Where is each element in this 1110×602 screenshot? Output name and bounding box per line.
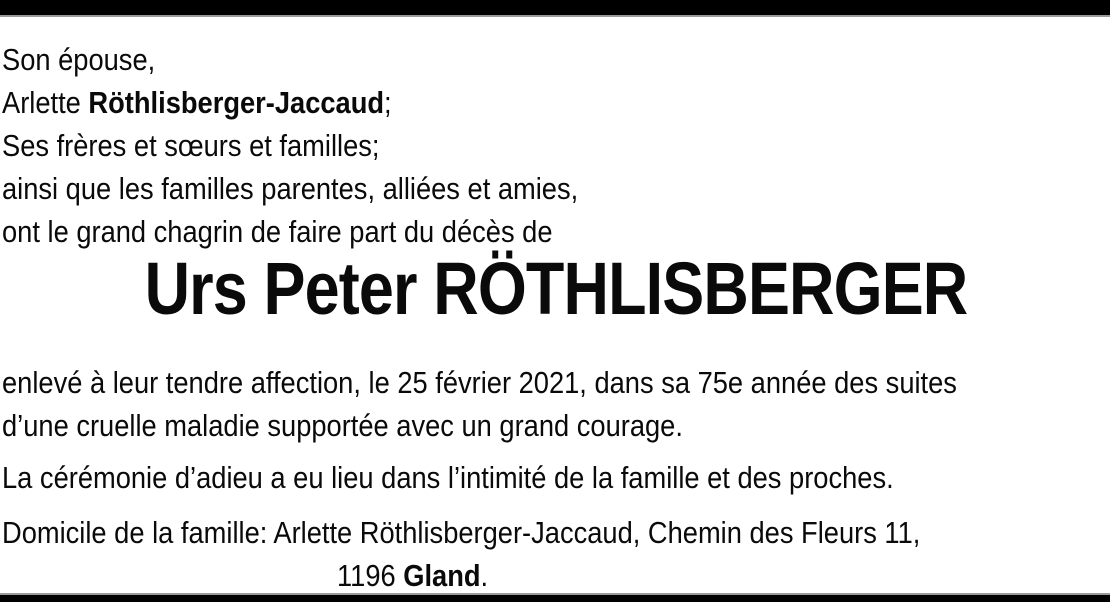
death-paragraph bbox=[2, 361, 1110, 447]
ceremony-paragraph-line: La cérémonie d’adieu a eu lieu dans l’intimité de la famille et des proches. bbox=[2, 460, 894, 495]
death-paragraph-line-2: d’une cruelle maladie supportée avec un grand courage. bbox=[2, 408, 683, 443]
deceased-name-heading bbox=[2, 247, 1110, 352]
intro-line-1: Son épouse, bbox=[2, 42, 156, 77]
address-line-2-punctuation: . bbox=[480, 558, 489, 593]
intro-line-2-punctuation: ; bbox=[384, 85, 392, 120]
intro-line-4: ainsi que les familles parentes, alliées et amies, bbox=[2, 171, 579, 206]
ceremony-paragraph bbox=[2, 456, 1110, 499]
deceased-name: Urs Peter RÖTHLISBERGER bbox=[144, 247, 968, 330]
death-paragraph-line-1: enlevé à leur tendre affection, le 25 février 2021, dans sa 75e année des suites bbox=[2, 365, 957, 400]
intro-line-5: ont le grand chagrin de faire part du décès de bbox=[2, 214, 553, 249]
address-line-2-text bbox=[337, 554, 488, 597]
intro-paragraph bbox=[2, 38, 1110, 253]
bottom-black-bar bbox=[0, 593, 1110, 602]
top-black-bar bbox=[0, 0, 1110, 17]
address-line-2 bbox=[2, 554, 1110, 597]
spouse-first-name: Arlette bbox=[2, 85, 89, 120]
spouse-family-name: Röthlisberger-Jaccaud bbox=[88, 85, 385, 120]
city-name: Gland bbox=[403, 558, 481, 593]
intro-line-2 bbox=[2, 81, 977, 124]
postal-code: 1196 bbox=[337, 558, 404, 593]
intro-line-3: Ses frères et sœurs et familles; bbox=[2, 128, 380, 163]
address-paragraph bbox=[2, 511, 1110, 597]
address-line-1: Domicile de la famille: Arlette Röthlisberger-Jaccaud, Chemin des Fleurs 11, bbox=[2, 515, 921, 550]
obituary-notice bbox=[2, 38, 1110, 597]
